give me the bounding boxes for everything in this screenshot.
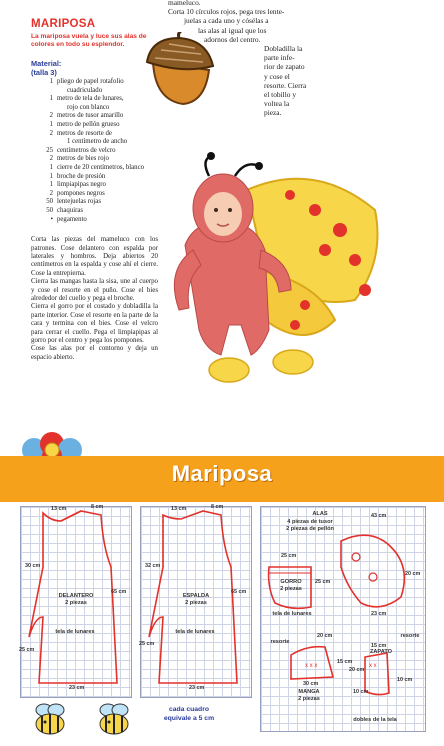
list-item: 25 centímetros de velcro bbox=[46, 146, 116, 154]
material-heading: Material: bbox=[31, 59, 62, 68]
subtitle-line: La mariposa vuela y luce sus alas de bbox=[31, 33, 147, 40]
text-line: resorte. Cierra el tobillo y bbox=[264, 80, 307, 100]
scale-note-line: cada cuadro bbox=[168, 706, 210, 713]
dim-label: 23 cm bbox=[69, 685, 85, 691]
list-item: 2 metros de tusor amarillo bbox=[49, 112, 124, 120]
scale-note-line: equivale a 5 cm bbox=[163, 714, 215, 722]
dim-label: 25 cm bbox=[139, 641, 155, 647]
list-item: 2 metros de resorte de bbox=[49, 129, 112, 137]
list-item: 1 metro de pellón grueso bbox=[49, 120, 120, 128]
dim-label: 25 cm bbox=[281, 553, 297, 559]
dim-label: 15 cm bbox=[337, 659, 353, 665]
list-item: 50 chaquiras bbox=[46, 206, 84, 214]
piece-name: ALAS bbox=[312, 511, 328, 517]
section-banner bbox=[0, 456, 444, 502]
piece-count: 2 piezas bbox=[280, 586, 302, 592]
dim-label: 8 cm bbox=[91, 504, 104, 510]
dim-label: 25 cm bbox=[315, 579, 331, 585]
piece-count: 4 piezas de tusor bbox=[287, 519, 333, 525]
banner-title: Mariposa bbox=[171, 461, 273, 486]
instruction-paragraph: Cierra las mangas hasta la sisa, une al cuerpo y cose el resorte en el puño. Cose el bies alrededor del cuello y pega el broche. bbox=[31, 278, 158, 302]
list-item: 1 pliego de papel rotafolio bbox=[49, 78, 124, 85]
dim-label: 10 cm bbox=[397, 677, 413, 683]
subtitle-line: colores en todo su esplendor. bbox=[31, 41, 125, 48]
materials-list bbox=[31, 78, 158, 224]
page-title: MARIPOSA bbox=[31, 18, 96, 30]
fabric-label: dobles de la tela bbox=[353, 717, 397, 723]
text-line: las alas al igual que los bbox=[198, 25, 267, 35]
svg-text:x x x: x x x bbox=[305, 663, 318, 669]
dim-label: 65 cm bbox=[231, 589, 247, 595]
text-line: Corta 10 círculos rojos, pega tres lente- bbox=[168, 7, 285, 17]
text-line: rior de zapato y cose el bbox=[264, 62, 305, 81]
text-line: Dobladilla la parte infe- bbox=[264, 44, 303, 63]
instructions bbox=[31, 236, 158, 362]
text-line: mameluco. bbox=[168, 0, 201, 7]
dim-label: 13 cm bbox=[171, 506, 187, 512]
instruction-paragraph: Corta las piezas del mameluco con los patrones. Cose delantero con espalda por laterales y hombros. Deja abiertos 20 centímetros en la espalda y cose ahí el cierre. Cose la entrepierna. bbox=[31, 236, 158, 277]
instruction-paragraph: Cose las alas por el contorno y deja un espacio abierto. bbox=[31, 345, 158, 361]
piece-name: ZAPATO bbox=[369, 649, 393, 655]
dim-label: 20 cm bbox=[405, 571, 421, 577]
list-item: 2 pompones negros bbox=[49, 189, 105, 197]
dim-label: 23 cm bbox=[371, 611, 387, 617]
list-item: 1 broche de presión bbox=[49, 172, 106, 180]
left-column bbox=[31, 18, 158, 362]
costume-photo bbox=[165, 150, 387, 390]
dim-label: 32 cm bbox=[145, 563, 161, 569]
piece-name: ESPALDA bbox=[182, 593, 210, 599]
text-line: adornos del centro. bbox=[204, 34, 261, 44]
baby-butterfly-photo bbox=[165, 150, 387, 390]
bee-illustration bbox=[30, 700, 70, 736]
dim-label: 25 cm bbox=[19, 647, 35, 653]
dim-label: 20 cm bbox=[317, 633, 333, 639]
bee-illustration bbox=[94, 700, 134, 736]
pattern-espalda-board bbox=[140, 506, 252, 698]
dim-label: 30 cm bbox=[303, 681, 319, 687]
list-item: 2 metros de bies rojo bbox=[49, 155, 109, 163]
list-item: 50 lentejuelas rojas bbox=[46, 198, 101, 206]
piece-name: DELANTERO bbox=[58, 593, 94, 599]
fabric-label: tela de lunares bbox=[272, 611, 312, 617]
dim-label: 13 cm bbox=[51, 506, 67, 512]
piece-count: 2 piezas de pellón bbox=[286, 526, 334, 532]
fabric-label: tela de lunares bbox=[55, 629, 95, 635]
text-line: voltea la pieza. bbox=[264, 99, 290, 118]
piece-name: MANGA bbox=[298, 689, 320, 695]
piece-count: 2 piezas bbox=[185, 600, 207, 606]
list-item: 1 cierre de 20 centímetros, blanco bbox=[49, 163, 144, 171]
pattern-delantero-board bbox=[20, 506, 132, 698]
list-item: cuadriculado bbox=[67, 86, 103, 94]
scale-note bbox=[144, 706, 234, 723]
dim-label: 20 cm bbox=[349, 667, 365, 673]
piece-count: 2 piezas bbox=[298, 696, 320, 702]
size-label: (talla 3) bbox=[31, 68, 57, 77]
list-item: • pegamento bbox=[50, 215, 87, 223]
svg-text:x x: x x bbox=[369, 663, 377, 669]
pattern-accessories-board bbox=[260, 506, 426, 732]
list-item: 1 limpiapipas negro bbox=[49, 181, 106, 189]
piece-count: 2 piezas bbox=[65, 600, 87, 606]
dim-label: 30 cm bbox=[25, 563, 41, 569]
list-item: 1 centímetro de ancho bbox=[67, 138, 128, 146]
dim-label: 65 cm bbox=[111, 589, 127, 595]
list-item: 1 metro de tela de lunares, bbox=[49, 95, 124, 103]
list-item: rojo con blanco bbox=[67, 103, 110, 111]
dim-label: 15 cm bbox=[371, 643, 387, 649]
dim-label: 8 cm bbox=[211, 504, 224, 510]
fabric-label: tela de lunares bbox=[175, 629, 215, 635]
resorte-label: resorte bbox=[270, 639, 290, 645]
dim-label: 10 cm bbox=[353, 689, 369, 695]
accessories-outline bbox=[261, 507, 425, 731]
resorte-label: resorte bbox=[400, 633, 420, 639]
dim-label: 23 cm bbox=[189, 685, 205, 691]
text-line: juelas a cada uno y cósélas a bbox=[184, 16, 269, 26]
piece-name: GORRO bbox=[280, 579, 302, 585]
dim-label: 43 cm bbox=[371, 513, 387, 519]
instruction-paragraph: Cierra el gorro por el costado y dobladilla la parte interior. Cose el resorte en la parte de la cara y termina con el bies. Cose el velcro para cerrar el cuello. Pega el limpiapipas al gorro por el centro y pega los pompones. bbox=[31, 303, 158, 344]
